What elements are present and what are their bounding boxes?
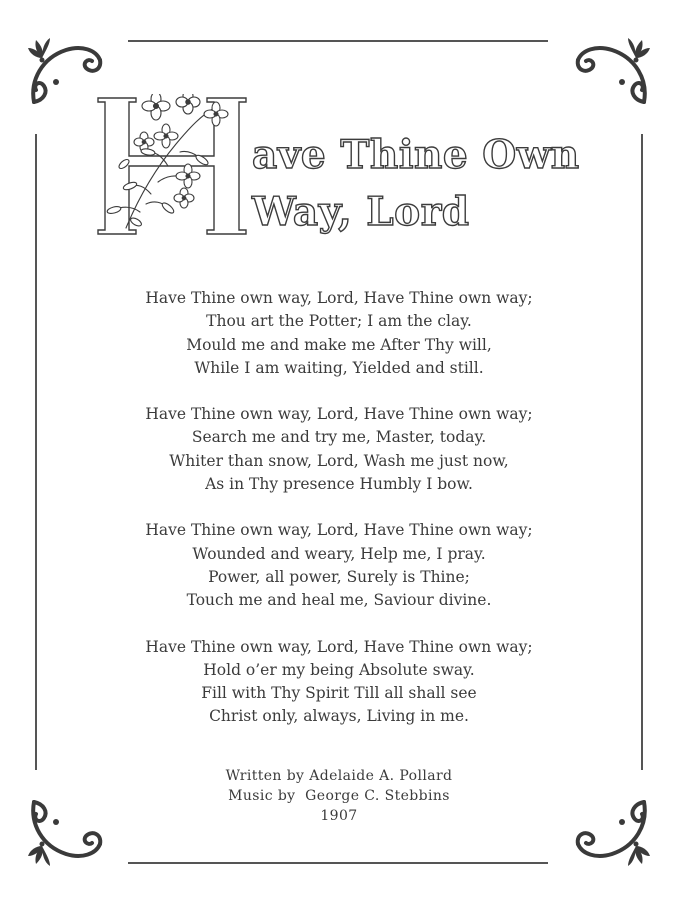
- poem-line: Search me and try me, Master, today.: [191, 428, 487, 447]
- poem-line: Christ only, always, Living in me.: [209, 707, 469, 726]
- poem-line: As in Thy presence Humbly I bow.: [205, 475, 473, 494]
- poem-line: While I am waiting, Yielded and still.: [194, 358, 484, 377]
- stanza-4: [0, 636, 678, 729]
- stanza-3: [0, 519, 678, 612]
- poem-line: Whiter than snow, Lord, Wash me just now,: [169, 451, 509, 470]
- credit-written-by: Written by Adelaide A. Pollard: [225, 768, 453, 784]
- poem-line: Power, all power, Surely is Thine;: [208, 567, 470, 586]
- poem-line: Thou art the Potter; I am the clay.: [206, 312, 472, 331]
- poem-line: Hold o’er my being Absolute sway.: [203, 660, 475, 679]
- credits: [0, 766, 678, 826]
- title-line-1: ave Thine Own: [252, 132, 580, 178]
- poem-line: Wounded and weary, Help me, I pray.: [192, 544, 486, 563]
- flourish-corner-icon: [572, 30, 656, 114]
- credit-music-by: Music by George C. Stebbins: [228, 788, 450, 804]
- poem-line: Have Thine own way, Lord, Have Thine own way;: [145, 637, 533, 656]
- title-line-2: Way, Lord: [252, 189, 470, 235]
- frame-top-line: [128, 40, 548, 42]
- stanza-1: [0, 287, 678, 380]
- flourish-corner-icon: [22, 30, 106, 114]
- poem-line: Fill with Thy Spirit Till all shall see: [201, 684, 477, 703]
- poem-line: Have Thine own way, Lord, Have Thine own way;: [145, 521, 533, 540]
- floral-initial-icon: [96, 94, 248, 238]
- poem-line: Touch me and heal me, Saviour divine.: [186, 591, 492, 610]
- poem-body: [0, 287, 678, 752]
- frame-bottom-line: [128, 862, 548, 864]
- poem-line: Have Thine own way, Lord, Have Thine own way;: [145, 289, 533, 307]
- poem-line: Mould me and make me After Thy will,: [186, 335, 492, 354]
- stanza-2: [0, 403, 678, 496]
- poem-line: Have Thine own way, Lord, Have Thine own way;: [145, 405, 533, 424]
- credit-year: 1907: [320, 808, 358, 824]
